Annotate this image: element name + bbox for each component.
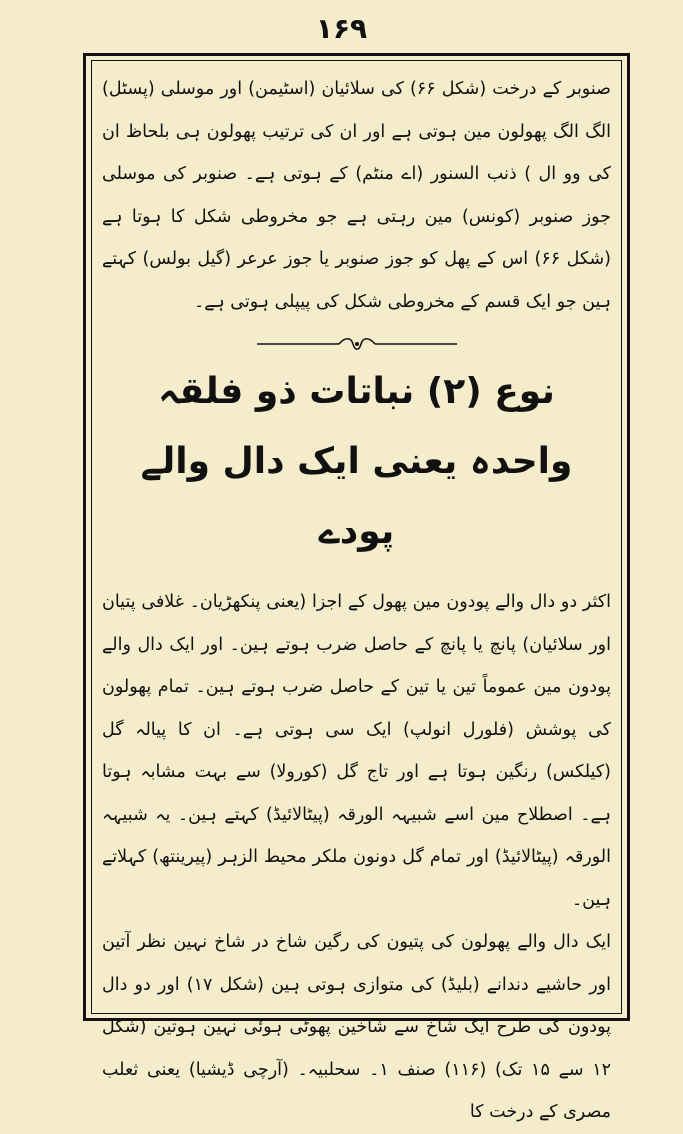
ornament-divider [257,337,457,351]
page-number: ۱۶۹ [315,12,368,45]
section-heading: نوع (۲) نباتات ذو فلقہ واحدہ یعنی ایک دال والے پودے [140,371,573,552]
body-paragraph: ایک دال والے پھولون کی پتیون کی رگین شاخ در شاخ نہین نظر آتین اور حاشیے دندانے (بلیڈ) کی متوازی ہوتی ہین (شکل ۱۷) اور دو دال پودون کی طرح ایک شاخ سے شاخین پھوٹی ہوئی نہین ہوتین (شکل ۱۲ سے ۱۵ تک) (۱۱۶) صنف ۱۔ سحلبیہ۔ (آرچی ڈیشیا) یعنی ثعلب مصری کے درخت کا [102,932,611,1122]
intro-paragraph: صنوبر کے درخت (شکل ۶۶) کی سلائیان (اسٹیمن) اور موسلی (پسٹل) الگ الگ پھولون مین ہوتی ہے اور ان کی ترتیب پھولون ہی بلحاظ ان کی وو ال ) ذنب السنور (اے منٹم) کے ہوتی ہے۔ صنوبر کی موسلی جوز صنوبر (کونس) مین رہتی ہے جو مخروطی شکل کا ہوتا ہے (شکل ۶۶) اس کے پھل کو جوز صنوبر یا جوز عرعر (گیل بولس) کہتے ہین جو ایک قسم کے مخروطی شکل کی پیپلی ہوتی ہے۔ [102,79,611,312]
body-paragraph: اکثر دو دال والے پودون مین پھول کے اجزا (یعنی پنکھڑیان۔ غلافی پتیان اور سلائیان) پانچ یا پانچ کے حاصل ضرب ہوتے ہین۔ اور ایک دال والے پودون مین عموماً تین یا تین کے حاصل ضرب ہوتے ہین۔ تمام پھولون کی پوشش (فلورل انولپ) ایک سی ہوتی ہے۔ ان کا پیالہ گل (کیلکس) رنگین ہوتا ہے اور تاج گل (کورولا) سے بہت مشابہ ہوتا ہے۔ اصطلاح مین اسے شبیہہ الورقہ (پیٹالائیڈ) کہتے ہین۔ یہ شبیہہ الورقہ (پیٹالائیڈ) اور تمام گل دونون ملکر محیط الزہر (پیرینتھ) کہلاتے ہین۔ [102,592,611,910]
page-body [98,66,615,1122]
